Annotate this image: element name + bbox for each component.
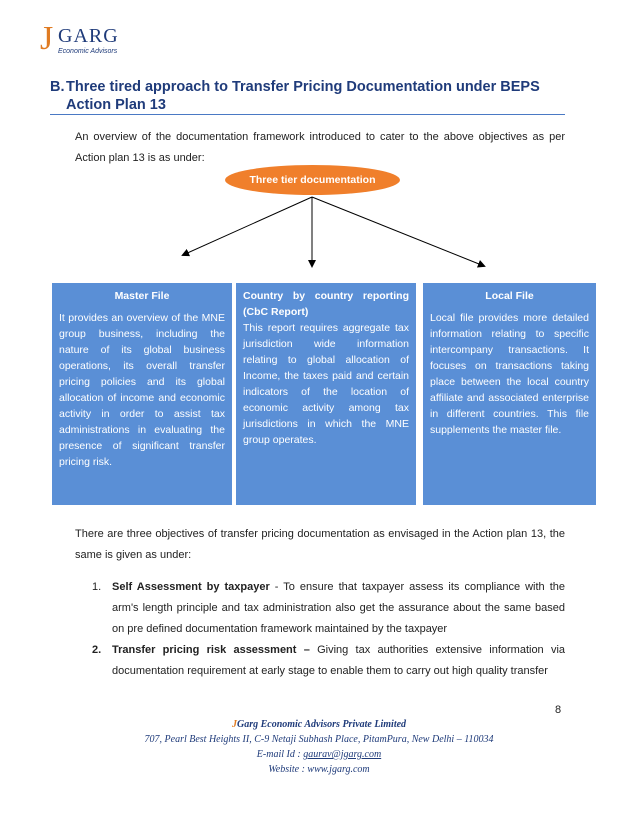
section-number: B. [50, 79, 65, 95]
list-item-text: Giving tax authorities extensive information via documentation requirement at early stage to enable them to carry out high quality transfer [112, 644, 566, 677]
footer-address: 707, Pearl Best Heights II, C-9 Netaji Subhash Place, PitamPura, New Delhi – 110034 [144, 734, 494, 745]
master-file-title: Master File [114, 290, 170, 302]
arrow-to-local-file [312, 197, 484, 266]
footer-email-link[interactable]: gaurav@jgarg.com [303, 749, 382, 760]
master-file-box [52, 283, 232, 505]
page-number: 8 [555, 704, 562, 716]
list-item-title: Transfer pricing risk assessment – [112, 644, 310, 656]
footer-website[interactable]: Website : www.jgarg.com [268, 764, 370, 775]
local-file-body: Local file provides more detailed information relating to specific intercompany transactions. It focuses on transactions taking place between the local country affiliate and associated enterprise in different countries. This file supplements the master file. [430, 312, 589, 436]
footer-email-line [0, 747, 638, 762]
logo-letter-j: J [40, 20, 54, 57]
list-item-title: Self Assessment by taxpayer [112, 581, 270, 593]
footer-company-name: Garg Economic Advisors Private Limited [236, 719, 407, 730]
objectives-intro: There are three objectives of transfer pricing documentation as envisaged in the Action plan 13, the same is given as under: [75, 528, 565, 561]
intro-paragraph: An overview of the documentation framework introduced to cater to the above objectives as per Action plan 13 is as under: [75, 131, 565, 164]
three-tier-oval: Three tier documentation [225, 165, 400, 195]
list-item-number: 2. [92, 644, 102, 656]
arrow-to-master-file [183, 197, 312, 255]
list-item [92, 640, 565, 682]
cbc-report-body: This report requires aggregate tax jurisdiction wide information relating to global allocation of Income, the taxes paid and certain indicators of the location of economic activity among tax jurisdictions in which the MNE group operates. [243, 322, 409, 446]
master-file-body: It provides an overview of the MNE group business, including the nature of its global business operations, its overall transfer pricing policies and its global allocation of income and economic activity in order to assist tax administrations in evaluating the presence of significant transfer pricing risk. [59, 312, 225, 468]
logo-tagline: Economic Advisors [58, 48, 118, 55]
objectives-list [92, 577, 565, 682]
section-title: Three tired approach to Transfer Pricing Documentation under BEPS Action Plan 13 [66, 79, 540, 113]
logo-wordmark: GARG [58, 25, 119, 47]
page-footer [0, 717, 638, 777]
list-item-number: 1. [92, 581, 102, 593]
footer-email-label: E-mail Id : [256, 749, 304, 760]
cbc-report-title: Country by country reporting (CbC Report) [243, 290, 409, 318]
local-file-title: Local File [485, 290, 534, 302]
list-item-text: - To ensure that taxpayer assess its compliance with the arm's length principle and tax administration also get the assurance about the same based on pre defined documentation framework maintained by the taxpayer [112, 581, 565, 635]
footer-company-j: J [231, 719, 237, 730]
footer-company [0, 717, 638, 732]
cbc-report-box [236, 283, 416, 505]
local-file-box [423, 283, 596, 505]
list-item [92, 577, 565, 640]
